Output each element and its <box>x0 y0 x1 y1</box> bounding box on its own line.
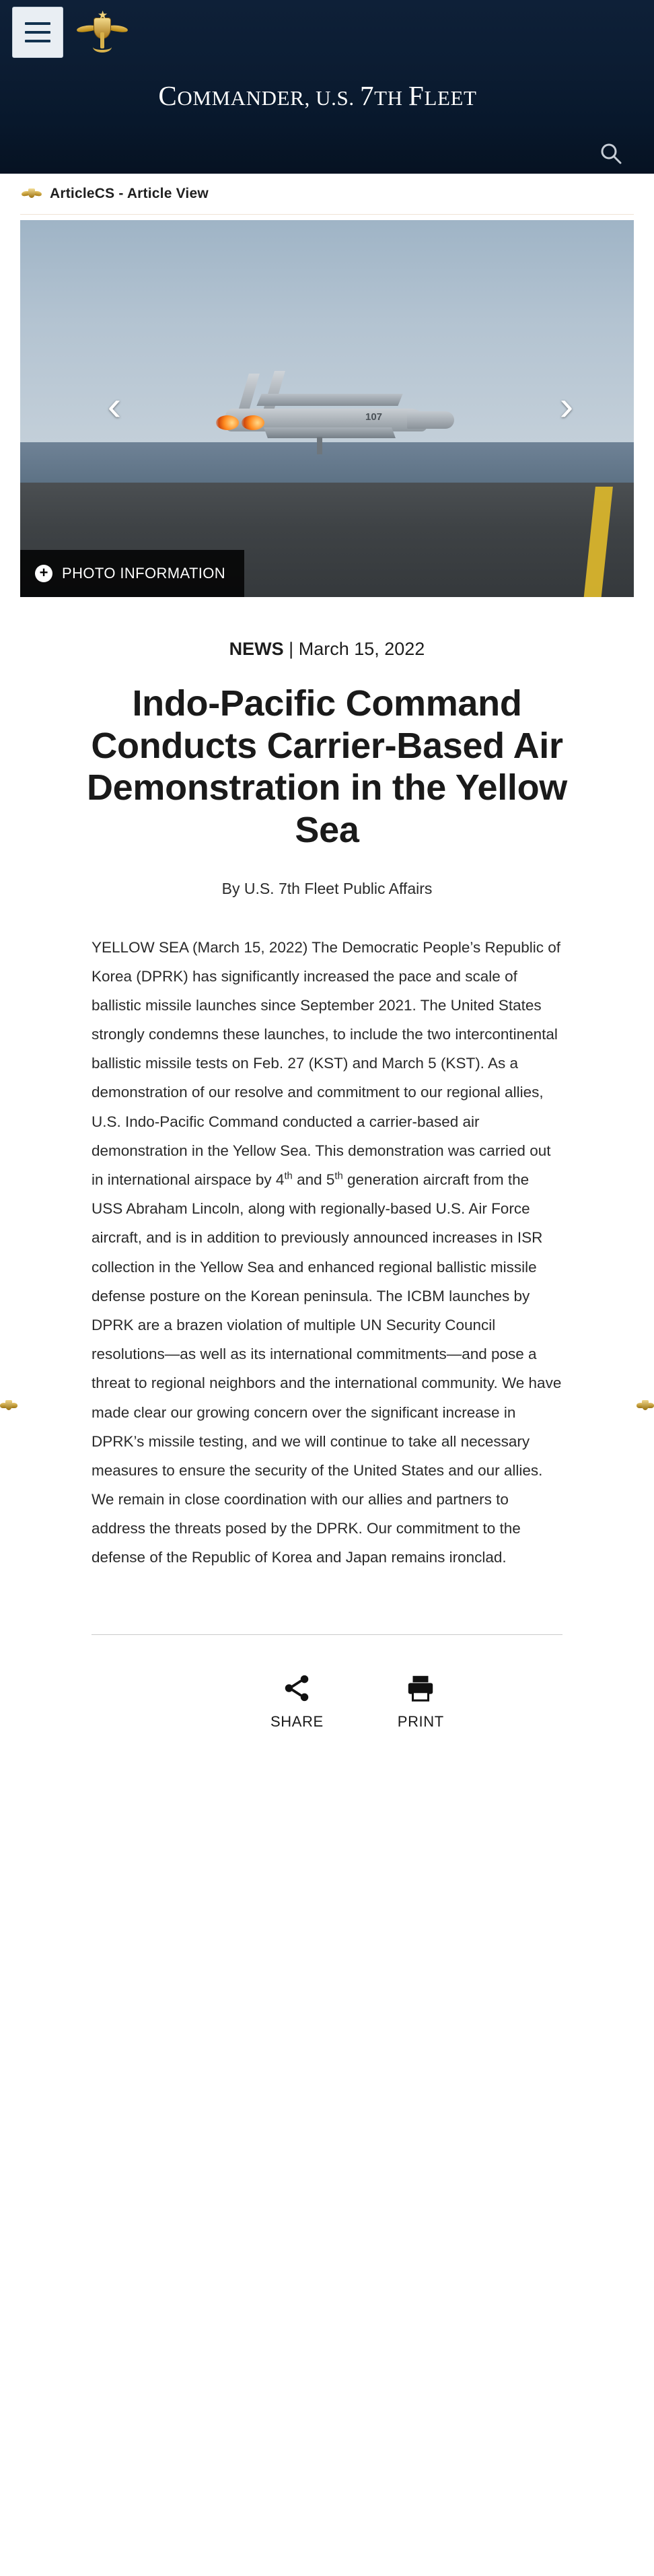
hamburger-menu-button[interactable] <box>12 7 63 58</box>
share-button[interactable] <box>270 1673 324 1731</box>
breadcrumb <box>0 174 654 214</box>
page-title: Indo-Pacific Command Conducts Carrier-Based Air Demonstration in the Yellow Sea <box>86 683 568 850</box>
article-paragraph-part-1: YELLOW SEA (March 15, 2022) The Democratic People’s Republic of Korea (DPRK) has significantly increased the pace and scale of ballistic missile launches since September 2021. The United States strongly condemns these launches, to include the two intercontinental ballistic missile tests on Feb. 27 (KST) and March 5 (KST). As a demonstration of our resolve and commitment to our regional allies, U.S. Indo-Pacific Command conducted a carrier-based air demonstration in the Yellow Sea. This demonstration was carried out in international airspace by 4 <box>92 938 561 1188</box>
article-date: March 15, 2022 <box>298 639 425 659</box>
jet-tail-right <box>262 371 285 413</box>
fighter-jet-image <box>185 353 468 475</box>
search-icon[interactable] <box>597 140 624 167</box>
jet-landing-gear <box>317 437 322 454</box>
article-category: NEWS <box>229 639 284 659</box>
site-title-f: F <box>408 80 425 111</box>
article-byline: By U.S. 7th Fleet Public Affairs <box>221 879 433 897</box>
article-actions <box>92 1673 562 1731</box>
header-topbar <box>0 0 654 71</box>
crest-star: ★ <box>98 9 108 22</box>
content-inner <box>20 214 634 1731</box>
jet-afterburner-right <box>242 415 264 430</box>
side-shield <box>642 1400 649 1410</box>
ordinal-suffix-4th: th <box>284 1171 293 1182</box>
share-label: SHARE <box>270 1712 324 1730</box>
navy-crest-icon <box>22 188 42 200</box>
jet-wing-lower <box>264 427 396 438</box>
site-title-c: C <box>158 80 178 111</box>
site-title-th: TH <box>374 86 403 110</box>
navy-crest-icon-left-edge <box>0 1400 17 1412</box>
hamburger-menu-icon <box>25 22 50 25</box>
site-title <box>0 79 654 112</box>
photo-slider[interactable] <box>20 220 634 597</box>
article-body <box>92 933 562 1572</box>
ordinal-suffix-5th: th <box>334 1171 343 1182</box>
site-title-ommander: OMMANDER <box>177 86 305 110</box>
slider-next-arrow[interactable]: › <box>559 383 574 429</box>
navy-command-crest-icon <box>78 8 126 57</box>
article-paragraph-part-2: and 5 <box>292 1171 335 1188</box>
jet-afterburner-left <box>216 415 239 430</box>
navy-crest-icon-right-edge <box>637 1400 654 1412</box>
print-label: PRINT <box>397 1712 444 1730</box>
jet-tail-number: 107 <box>365 411 383 423</box>
jet-nose <box>407 411 454 429</box>
side-shield <box>5 1400 12 1410</box>
article-content <box>0 214 654 1731</box>
site-title-leet: LEET <box>424 86 477 110</box>
jet-wing-upper <box>256 394 402 406</box>
crest-anchor <box>100 32 104 48</box>
breadcrumb-text: ArticleCS - Article View <box>50 185 209 201</box>
article-meta <box>20 639 634 660</box>
share-icon <box>281 1673 312 1704</box>
printer-icon <box>405 1673 436 1704</box>
plus-icon: + <box>35 565 52 582</box>
slider-prev-arrow[interactable]: ‹ <box>107 383 122 429</box>
site-title-seven: 7 <box>360 80 375 111</box>
site-title-space <box>403 86 408 110</box>
breadcrumb-shield <box>28 188 35 198</box>
photo-information-button[interactable] <box>20 550 244 597</box>
section-divider <box>92 1634 562 1635</box>
site-title-comma-us: , U.S. <box>304 86 361 110</box>
article-paragraph-part-3: generation aircraft from the USS Abraham Lincoln, along with regionally-based U.S. Air Force aircraft, and is in addition to previously announced increases in ISR collection in the Yellow Sea and enhanced regional ballistic missile defense posture on the Korean peninsula. The ICBM launches by DPRK are a brazen violation of multiple UN Security Council resolutions—as well as its international commitments—and pose a threat to regional neighbors and the international community. We have made clear our growing concern over the significant increase in DPRK’s missile testing, and we will continue to take all necessary measures to ensure the security of the United States and our allies. We remain in close coordination with our allies and partners to address the threats posed by the DPRK. Our commitment to the defense of the Republic of Korea and Japan remains ironclad. <box>92 1171 562 1566</box>
hamburger-menu-icon-bar <box>25 40 50 42</box>
print-button[interactable] <box>398 1673 444 1731</box>
site-header <box>0 0 654 174</box>
photo-information-label: PHOTO INFORMATION <box>62 565 226 582</box>
hamburger-menu-icon-bar <box>25 31 50 34</box>
article-meta-separator: | <box>283 639 299 659</box>
